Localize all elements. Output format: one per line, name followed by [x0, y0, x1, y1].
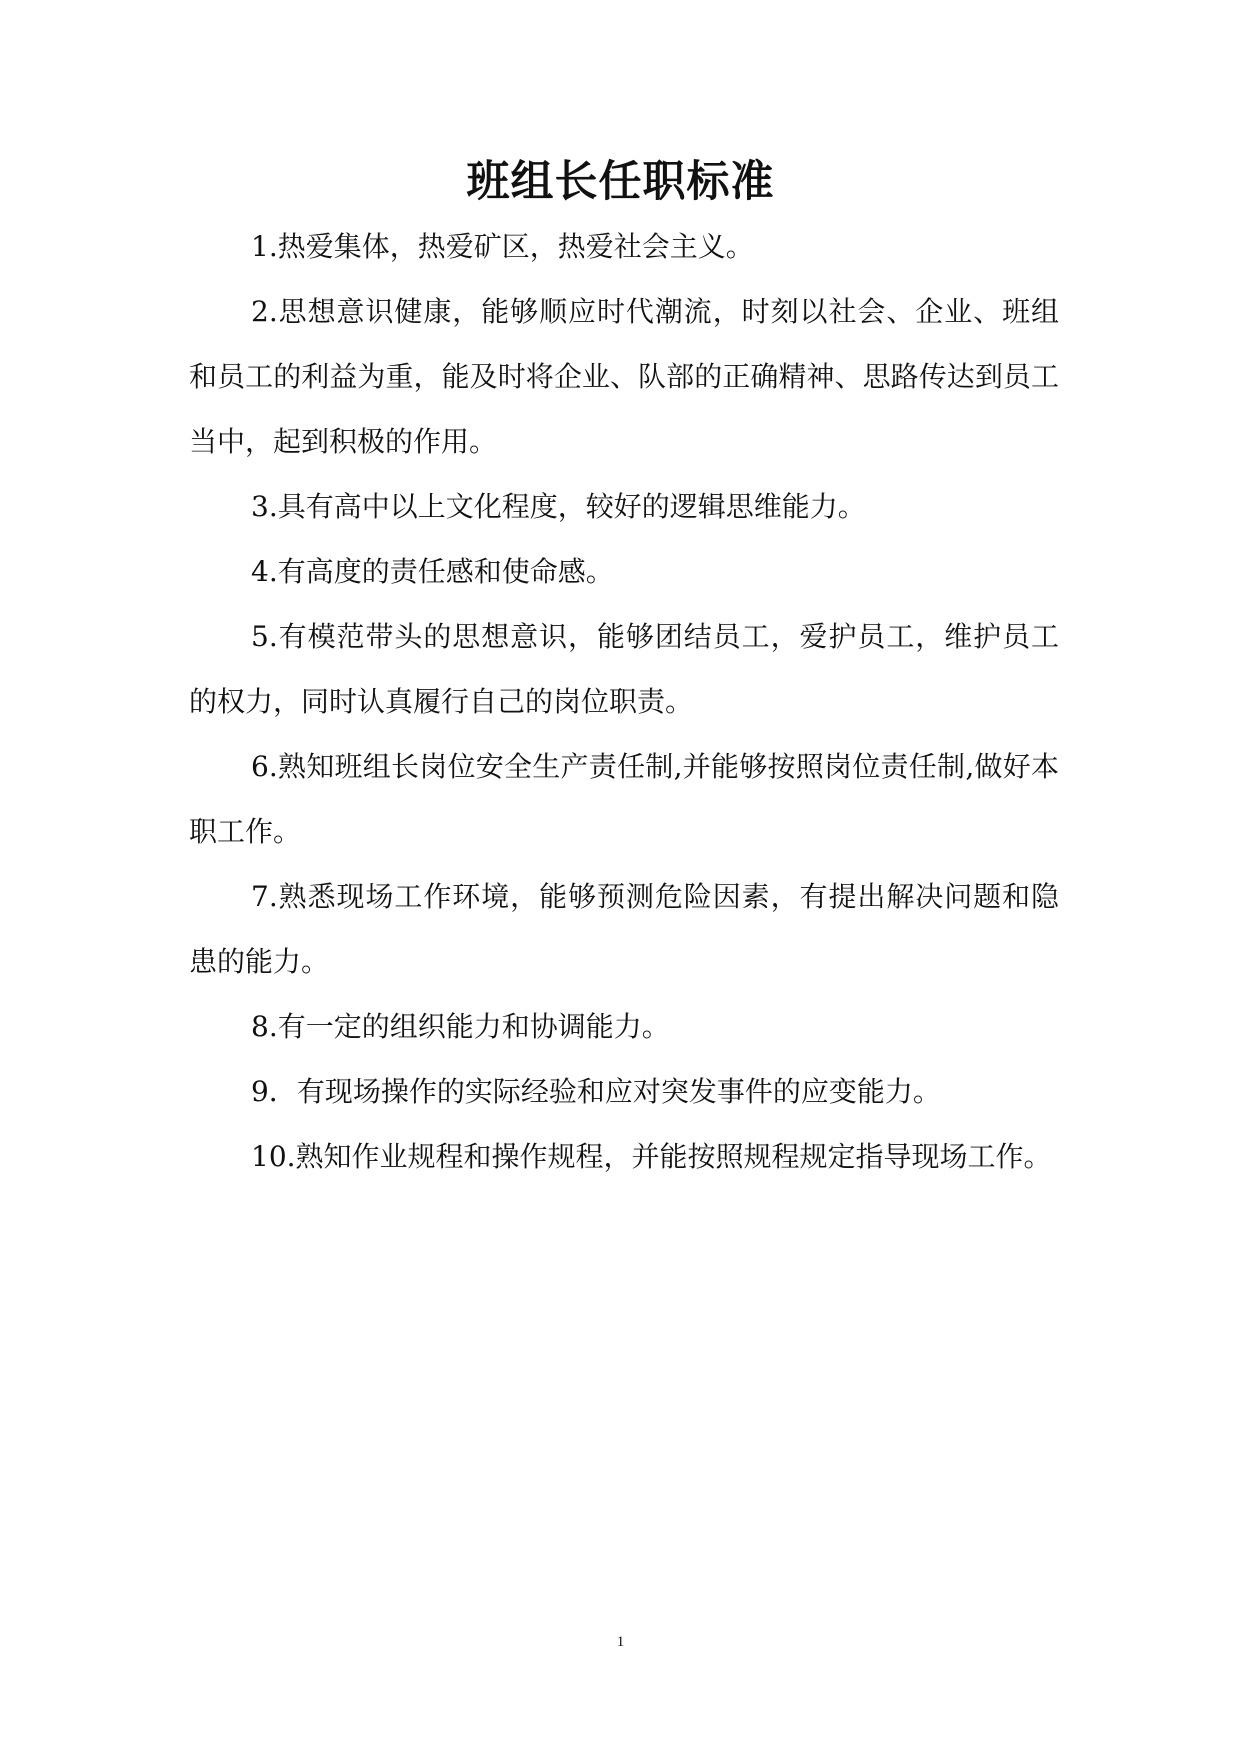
paragraph-1: 1.热爱集体，热爱矿区，热爱社会主义。 — [251, 230, 754, 263]
paragraph-8: 8.有一定的组织能力和协调能力。 — [251, 1010, 670, 1043]
paragraph-2: 2.思想意识健康，能够顺应时代潮流，时刻以社会、企业、班组和员工的利益为重，能及时将企业、队部的正确精神、思路传达到员工当中，起到积极的作用。 — [189, 295, 1059, 458]
paragraph-6: 6.熟知班组长岗位安全生产责任制,并能够按照岗位责任制,做好本职工作。 — [189, 750, 1059, 848]
document-body — [189, 214, 1059, 1189]
page-number: 1 — [616, 1634, 625, 1650]
paragraph-9: 9．有现场操作的实际经验和应对突发事件的应变能力。 — [251, 1075, 941, 1108]
paragraph-7: 7.熟悉现场工作环境，能够预测危险因素，有提出解决问题和隐患的能力。 — [189, 880, 1059, 978]
paragraph-10: 10.熟知作业规程和操作规程，并能按照规程规定指导现场工作。 — [251, 1140, 1052, 1173]
document-title: 班组长任职标准 — [466, 157, 775, 207]
paragraph-5: 5.有模范带头的思想意识，能够团结员工，爱护员工，维护员工的权力，同时认真履行自己的岗位职责。 — [189, 620, 1059, 718]
paragraph-4: 4.有高度的责任感和使命感。 — [251, 555, 614, 588]
paragraph-3: 3.具有高中以上文化程度，较好的逻辑思维能力。 — [251, 490, 866, 523]
